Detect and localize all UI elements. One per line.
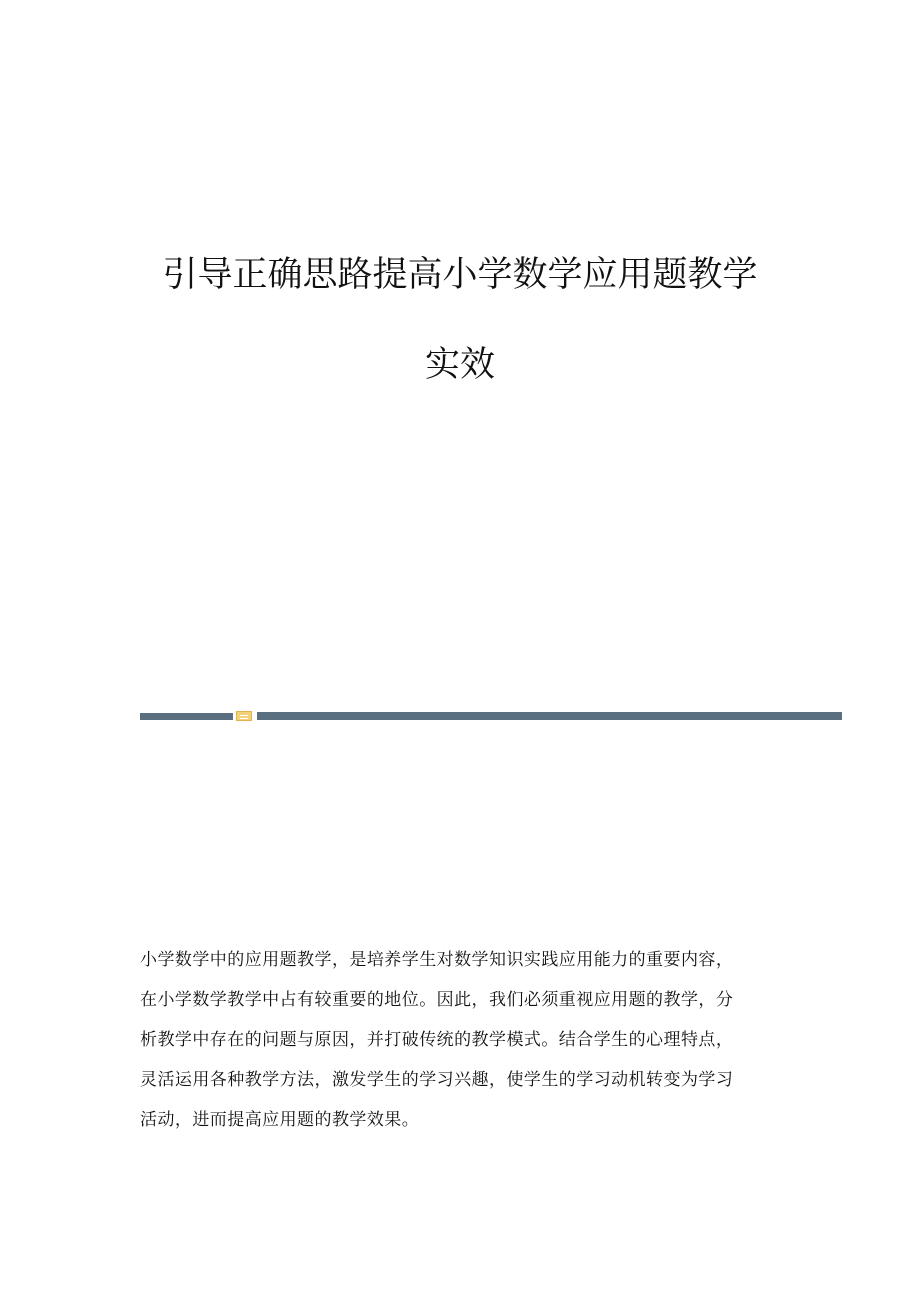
divider-bar-left: [140, 713, 233, 720]
abstract-line-1: 小学数学中的应用题教学，是培养学生对数学知识实践应用能力的重要内容，: [140, 950, 734, 970]
document-title: [0, 255, 920, 388]
section-divider: [140, 711, 842, 721]
abstract-line-4: 灵活运用各种教学方法，激发学生的学习兴趣，使学生的学习动机转变为学习: [140, 1070, 734, 1090]
document-icon: [236, 711, 252, 721]
abstract-line-2: 在小学数学教学中占有较重要的地位。因此，我们必须重视应用题的教学，分: [140, 990, 734, 1010]
title-line-2: 实效: [424, 345, 495, 385]
abstract-line-5: 活动，进而提高应用题的教学效果。: [140, 1110, 420, 1130]
abstract-line-3: 析教学中存在的问题与原因，并打破传统的教学模式。结合学生的心理特点，: [140, 1030, 734, 1050]
title-line-1: 引导正确思路提高小学数学应用题教学: [162, 255, 758, 295]
abstract-paragraph: [140, 952, 780, 1152]
divider-bar-right: [257, 712, 842, 720]
